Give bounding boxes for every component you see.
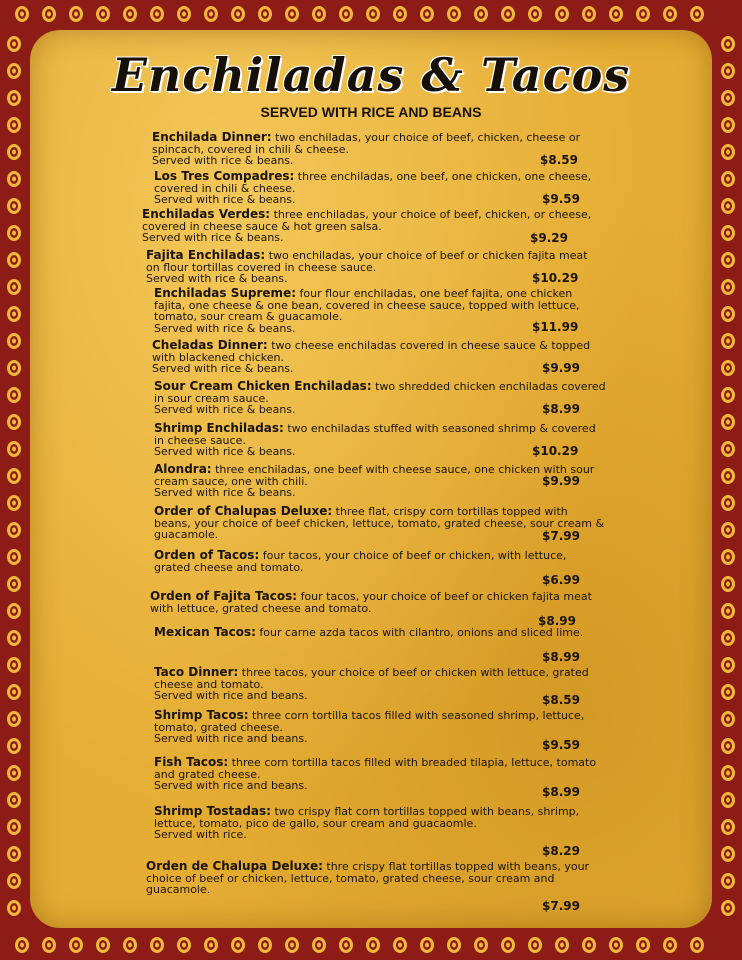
item-note: Served with rice & beans. [154,403,296,416]
border-dot-icon [285,937,299,953]
border-dot-icon [150,6,164,22]
item-name: Shrimp Tostadas: [154,804,271,818]
item-name: Fish Tacos: [154,755,229,769]
item-note: Served with rice & beans. [152,154,294,167]
border-dot-icon [7,603,21,619]
border-dot-icon [721,684,735,700]
item-price: $7.99 [542,899,580,913]
border-dot-icon [721,144,735,160]
border-dot-icon [721,414,735,430]
border-dot-icon [721,630,735,646]
menu-item [154,171,606,206]
item-name: Cheladas Dinner: [152,338,268,352]
item-price: $8.99 [542,650,580,664]
border-dot-icon [7,630,21,646]
border-dot-icon [528,6,542,22]
border-dot-icon [420,6,434,22]
item-description: two enchiladas, your choice of beef, chicken, cheese or spincach, covered in chili & cheese. [152,131,581,156]
border-dot-icon [7,522,21,538]
menu-item [146,250,598,285]
border-dot-icon [123,937,137,953]
item-description: three enchiladas, one beef with cheese sauce, one chicken with sour cream sauce, one with chili. [154,463,595,488]
item-description: four tacos, your choice of beef or chicken fajita meat with lettuce, grated cheese and tomato. [150,590,592,615]
menu-item [152,340,604,375]
border-dot-icon [285,6,299,22]
border-dot-icon [721,198,735,214]
item-price: $8.99 [542,785,580,799]
page-subtitle: SERVED WITH RICE AND BEANS [260,104,482,120]
border-dot-icon [721,765,735,781]
border-dot-icon [663,937,677,953]
menu-item [154,757,606,792]
border-dot-icon [15,937,29,953]
item-note: Served with rice and beans. [154,732,308,745]
item-name: Orden of Fajita Tacos: [150,589,298,603]
border-dot-icon [339,937,353,953]
border-dot-icon [447,937,461,953]
menu-item [154,381,606,416]
border-dot-icon [204,6,218,22]
border-dot-icon [555,6,569,22]
item-note: Served with rice and beans. [154,689,308,702]
border-dot-icon [7,711,21,727]
item-price: $8.99 [538,614,576,628]
item-name: Order of Chalupas Deluxe: [154,504,333,518]
border-dot-icon [69,6,83,22]
border-dot-icon [690,937,704,953]
item-name: Shrimp Tacos: [154,708,249,722]
item-note: Served with rice & beans. [142,231,284,244]
border-dot-icon [7,738,21,754]
item-description: three corn tortilla tacos filled with seasoned shrimp, lettuce, tomato, grated cheese. [154,709,585,734]
item-price: $8.29 [542,844,580,858]
item-name: Fajita Enchiladas: [146,248,266,262]
item-description: thre crispy flat tortillas topped with beans, your choice of beef or chicken, lettuce, tomato, grated cheese, sour cream and guacamole. [146,860,590,896]
border-dot-icon [7,333,21,349]
border-dot-icon [721,441,735,457]
border-dot-icon [7,225,21,241]
border-dot-icon [663,6,677,22]
border-dot-icon [501,6,515,22]
border-dot-icon [721,306,735,322]
border-dot-icon [42,937,56,953]
item-name: Enchiladas Supreme: [154,286,297,300]
border-dot-icon [7,549,21,565]
item-name: Alondra: [154,462,212,476]
item-description: three corn tortilla tacos filled with breaded tilapia, lettuce, tomato and grated cheese. [154,756,597,781]
item-price: $8.99 [542,402,580,416]
item-price: $9.29 [530,231,568,245]
border-dot-icon [123,6,137,22]
border-dot-icon [721,657,735,673]
item-note: Served with rice & beans. [152,362,294,375]
border-dot-icon [312,6,326,22]
border-dot-icon [7,495,21,511]
border-dot-icon [721,576,735,592]
border-dot-icon [528,937,542,953]
item-price: $9.59 [542,192,580,206]
border-dot-icon [690,6,704,22]
border-dot-icon [474,6,488,22]
border-dot-icon [721,495,735,511]
item-note: Served with rice. [154,828,247,841]
border-dot-icon [721,792,735,808]
border-dot-icon [582,937,596,953]
border-dot-icon [7,360,21,376]
item-price: $10.29 [532,444,579,458]
border-dot-icon [7,576,21,592]
border-dot-icon [7,819,21,835]
border-dot-icon [7,765,21,781]
item-name: Orden of Tacos: [154,548,260,562]
border-dot-icon [7,387,21,403]
item-price: $6.99 [542,573,580,587]
item-description: three enchiladas, your choice of beef, chicken, or cheese, covered in cheese sauce & hot green salsa. [142,208,592,233]
border-dot-icon [7,441,21,457]
border-dot-icon [721,711,735,727]
border-dot-icon [721,279,735,295]
border-dot-icon [393,6,407,22]
item-note: Served with rice & beans. [154,321,296,335]
border-dot-icon [96,6,110,22]
item-price: $9.99 [542,474,580,488]
item-name: Shrimp Enchiladas: [154,421,284,435]
menu-item [154,806,606,841]
border-dot-icon [7,306,21,322]
border-dot-icon [7,900,21,916]
border-dot-icon [555,937,569,953]
border-dot-icon [721,603,735,619]
border-dot-icon [7,252,21,268]
border-dot-icon [636,937,650,953]
border-dot-icon [339,6,353,22]
border-dot-icon [7,279,21,295]
item-note: Served with rice & beans. [154,445,296,458]
border-dot-icon [609,6,623,22]
border-dot-icon [420,937,434,953]
menu-item [154,550,606,573]
border-dot-icon [7,198,21,214]
border-dot-icon [721,252,735,268]
border-dot-icon [96,937,110,953]
item-name: Mexican Tacos: [154,625,256,639]
border-dot-icon [7,144,21,160]
item-description: four flour enchiladas, one beef fajita, one chicken fajita, one cheese & one bean, covered in cheese sauce, topped with lettuce, tomato, sour cream & guacamole. [154,287,580,323]
menu-item [154,710,606,745]
menu-item [152,132,604,167]
border-dot-icon [312,937,326,953]
border-dot-icon [721,846,735,862]
item-name: Los Tres Compadres: [154,169,295,183]
border-dot-icon [721,522,735,538]
item-description: three enchiladas, one beef, one chicken, one cheese, covered in chili & cheese. [154,170,592,195]
border-dot-icon [7,468,21,484]
border-dot-icon [366,6,380,22]
border-dot-icon [721,387,735,403]
border-dot-icon [69,937,83,953]
border-dot-icon [721,819,735,835]
item-name: Taco Dinner: [154,665,239,679]
border-dot-icon [231,937,245,953]
border-dot-icon [7,414,21,430]
item-description: three tacos, your choice of beef or chicken with lettuce, grated cheese and tomato. [154,666,589,691]
item-price: $9.99 [542,361,580,375]
item-note: Served with rice and beans. [154,779,308,792]
item-description: two cheese enchiladas covered in cheese sauce & topped with blackened chicken. [152,339,591,364]
item-note: Served with rice & beans. [154,486,296,499]
item-description: four tacos, your choice of beef or chicken, with lettuce, grated cheese and tomato. [154,549,567,574]
border-dot-icon [177,937,191,953]
border-dot-icon [15,6,29,22]
item-price: $11.99 [532,320,579,334]
menu-item [154,464,606,499]
border-dot-icon [721,468,735,484]
item-price: $7.99 [542,529,580,543]
menu-item [146,861,598,896]
menu-item [150,591,602,614]
border-dot-icon [42,6,56,22]
border-dot-icon [177,6,191,22]
border-dot-icon [258,937,272,953]
border-dot-icon [393,937,407,953]
item-description: two crispy flat corn tortillas topped with beans, shrimp, lettuce, tomato, pico de gallo, sour cream and guacaomle. [154,805,580,830]
menu-item [154,667,606,702]
border-dot-icon [721,171,735,187]
menu-item [154,506,606,541]
border-dot-icon [582,6,596,22]
item-name: Sour Cream Chicken Enchiladas: [154,379,372,393]
border-dot-icon [7,684,21,700]
border-dot-icon [7,171,21,187]
item-description: two enchiladas, your choice of beef or chicken fajita meat on flour tortillas covered in cheese sauce. [146,249,588,274]
border-dot-icon [150,937,164,953]
border-dot-icon [7,873,21,889]
item-description: two shredded chicken enchiladas covered in sour cream sauce. [154,380,606,405]
item-price: $8.59 [542,693,580,707]
border-dot-icon [231,6,245,22]
border-dot-icon [609,937,623,953]
border-dot-icon [7,846,21,862]
border-dot-icon [447,6,461,22]
page-title: Enchiladas & Tacos [111,48,631,102]
item-note: Served with rice & beans. [146,272,288,285]
item-note: Served with rice & beans. [154,193,296,206]
item-name: Enchilada Dinner: [152,130,272,144]
border-dot-icon [721,333,735,349]
border-dot-icon [258,6,272,22]
border-dot-icon [721,873,735,889]
item-name: Enchiladas Verdes: [142,207,271,221]
border-dot-icon [204,937,218,953]
item-price: $10.29 [532,271,579,285]
border-dot-icon [474,937,488,953]
item-name: Orden de Chalupa Deluxe: [146,859,323,873]
menu-item [142,209,594,244]
menu-item [154,627,606,639]
border-dot-icon [7,657,21,673]
border-dot-icon [721,549,735,565]
border-dot-icon [721,360,735,376]
border-dot-icon [636,6,650,22]
item-price: $9.59 [542,738,580,752]
border-dot-icon [721,225,735,241]
item-description: four carne azda tacos with cilantro, onions and sliced lime. [259,626,584,639]
item-description: three flat, crispy corn tortillas topped with beans, your choice of beef chicken, lettuce, tomato, grated cheese, sour cream & guacamole. [154,505,605,541]
item-description: two enchiladas stuffed with seasoned shrimp & covered in cheese sauce. [154,422,596,447]
border-dot-icon [7,792,21,808]
border-dot-icon [721,900,735,916]
border-dot-icon [366,937,380,953]
border-dot-icon [501,937,515,953]
border-dot-icon [721,738,735,754]
item-price: $8.59 [540,153,578,167]
